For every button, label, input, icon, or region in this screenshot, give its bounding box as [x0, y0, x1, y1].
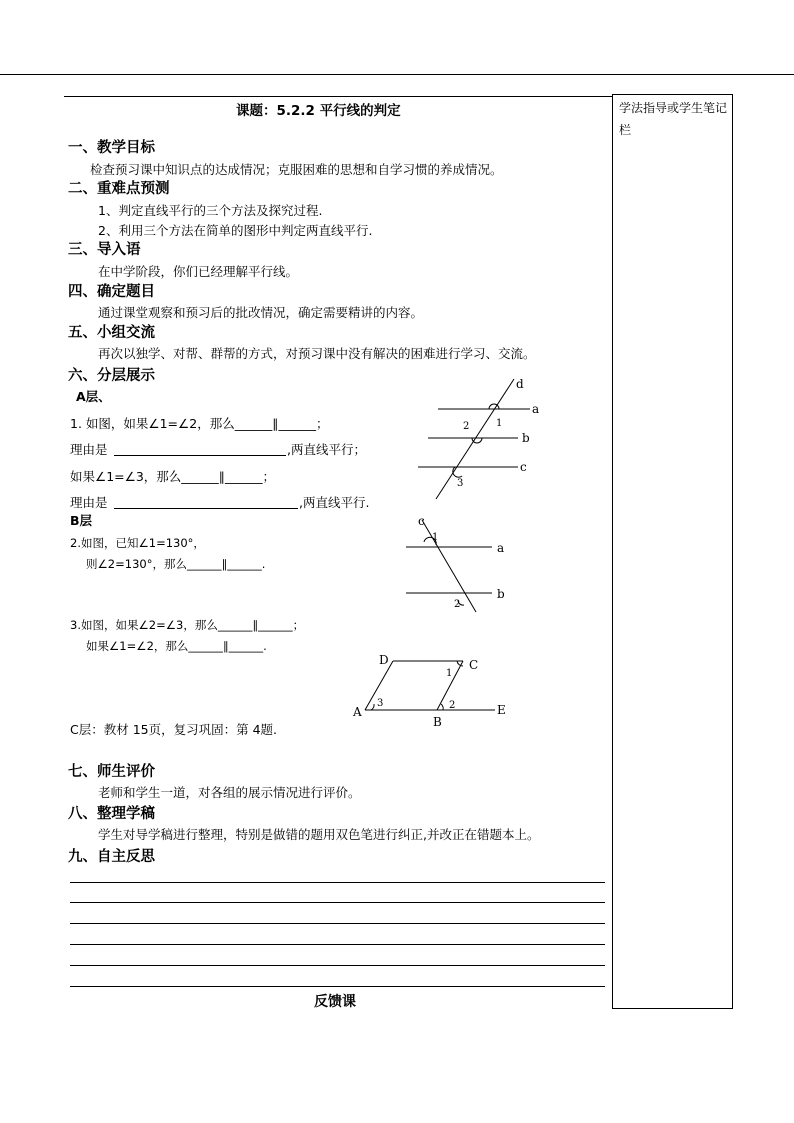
sidebar-right-border: [732, 94, 733, 1009]
section-text-8: 学生对导学稿进行整理，特别是做错的题用双色笔进行纠正,并改正在错题本上。: [98, 827, 540, 842]
section-text-1: 检查预习课中知识点的达成情况；克服困难的思想和自学习惯的养成情况。: [90, 162, 503, 177]
fig2-angle-2: 2: [454, 599, 461, 610]
writing-line: [70, 882, 605, 883]
fig3-angle-3: 3: [377, 698, 384, 709]
layer-c-text: C层：教材 15页，复习巩固：第 4题.: [70, 722, 278, 737]
fig3-label-B: B: [433, 715, 442, 729]
fig3-label-C: C: [469, 658, 479, 672]
layer-b-question-2b: 则∠2=130°，那么______∥______.: [86, 557, 266, 571]
fig2-angle-1: 1: [432, 532, 439, 543]
layer-a-question-2: 如果∠1=∠3，那么______∥______；: [70, 469, 276, 484]
section-text-2b: 2、利用三个方法在简单的图形中判定两直线平行.: [98, 223, 373, 238]
section-text-2a: 1、判定直线平行的三个方法及探究过程.: [98, 203, 323, 218]
layer-b-question-3a: 3.如图，如果∠2=∠3，那么______∥______；: [70, 618, 305, 632]
section-heading-7: 七、师生评价: [68, 764, 155, 780]
writing-line: [70, 965, 605, 966]
sidebar-bottom-border: [612, 1008, 732, 1009]
layer-a-reason-2-suffix: ,两直线平行.: [299, 495, 370, 510]
layer-a-reason-2-prefix: 理由是: [70, 495, 108, 510]
writing-line: [70, 902, 605, 903]
layer-b-label: B层: [70, 513, 93, 528]
fig3-label-E: E: [497, 703, 506, 717]
table-divider: [612, 94, 613, 1009]
fig1-angle-1: 1: [496, 418, 503, 429]
layer-a-reason-1-prefix: 理由是: [70, 442, 108, 457]
fig1-label-d: d: [516, 377, 524, 391]
layer-a-label: A层、: [76, 389, 111, 404]
sidebar-note-label: 学法指导或学生笔记栏: [619, 101, 728, 137]
fig2-label-a: a: [497, 541, 505, 555]
fig1-label-b: b: [522, 431, 530, 445]
section-heading-1: 一、教学目标: [68, 140, 155, 156]
fig1-angle-3: 3: [457, 478, 464, 489]
section-heading-9: 九、自主反思: [68, 849, 155, 865]
writing-line: [70, 923, 605, 924]
page-top-rule: [0, 74, 794, 75]
section-heading-8: 八、整理学稿: [68, 806, 155, 822]
fig3-label-A: A: [353, 705, 362, 719]
fig1-label-c: c: [520, 460, 527, 474]
layer-a-question-1: 1. 如图，如果∠1=∠2，那么______∥______；: [70, 416, 329, 431]
section-heading-2: 二、重难点预测: [68, 181, 170, 197]
figure-parallel-lines-2: [400, 512, 515, 616]
section-text-4: 通过课堂观察和预习后的批改情况，确定需要精讲的内容。: [98, 305, 424, 320]
section-heading-6: 六、分层展示: [68, 368, 155, 384]
fig2-label-c: c: [418, 514, 425, 528]
fig1-label-a: a: [532, 402, 540, 416]
layer-b-question-3b: 如果∠1=∠2，那么______∥______.: [86, 639, 267, 653]
layer-a-reason-1-suffix: ,两直线平行；: [287, 442, 366, 457]
figure-quadrilateral-3: [345, 650, 515, 732]
figure-parallel-lines-1: [410, 372, 550, 504]
fig3-label-D: D: [379, 653, 389, 667]
fig3-angle-1: 1: [446, 668, 453, 679]
writing-line: [70, 986, 605, 987]
fig2-label-b: b: [497, 587, 505, 601]
layer-b-question-2a: 2.如图，已知∠1=130°，: [70, 536, 205, 550]
section-text-5: 再次以独学、对帮、群帮的方式，对预习课中没有解决的困难进行学习、交流。: [98, 346, 536, 361]
table-top-border: [64, 96, 612, 97]
section-heading-5: 五、小组交流: [68, 325, 155, 341]
section-text-7: 老师和学生一道，对各组的展示情况进行评价。: [98, 785, 361, 800]
fig3-angle-2: 2: [449, 700, 456, 711]
answer-blank-1: [114, 455, 286, 456]
footer-label: 反馈课: [314, 994, 356, 1010]
fig1-angle-2: 2: [463, 421, 470, 432]
answer-blank-2: [114, 508, 298, 509]
writing-line: [70, 944, 605, 945]
section-heading-4: 四、确定题目: [68, 284, 155, 300]
sidebar-top-border: [612, 94, 732, 95]
section-heading-3: 三、导入语: [68, 242, 141, 258]
lesson-title: 课题：5.2.2 平行线的判定: [236, 103, 401, 119]
section-text-3: 在中学阶段，你们已经理解平行线。: [98, 264, 299, 279]
